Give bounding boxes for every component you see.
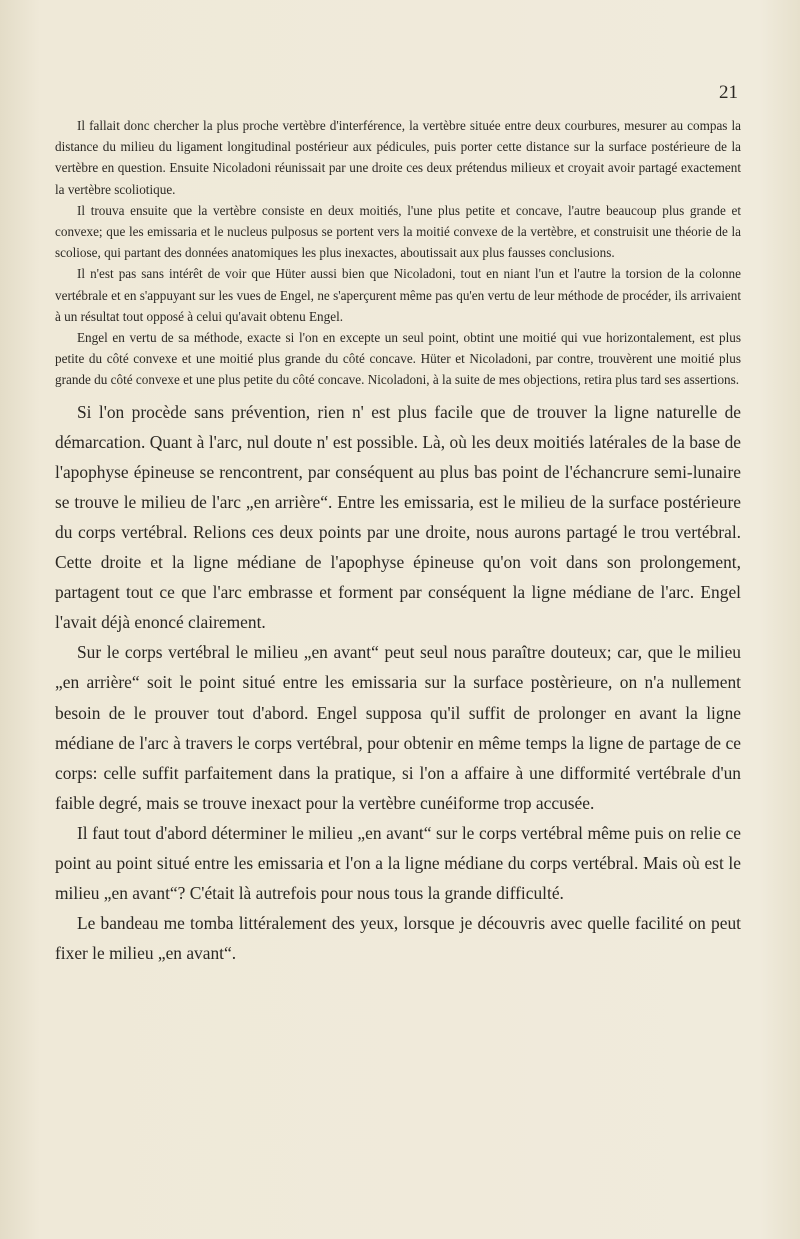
body-text [55,115,741,968]
paragraph: Il faut tout d'abord déterminer le milieu „en avant“ sur le corps vertébral même puis on relie ce point au point situé entre les emissaria et l'on a la ligne médiane du corps vertébral. Mais où est le milieu „en avant“? C'était là autrefois pour nous tous la grande difficulté. [55,822,741,904]
paragraph: Sur le corps vertébral le milieu „en avant“ peut seul nous paraître douteux; car, que le milieu „en arrière“ soit le point situé entre les emissaria sur la surface postèrieure, on n'a nullement besoin de le prouver tout d'abord. Engel supposa qu'il suffit de prolonger en avant la ligne médiane de l'arc à travers le corps vertébral, pour obtenir en même temps la ligne de partage de ce corps: celle suffit parfaitement dans la pratique, si l'on a affaire à une difformité vertébrale d'un faible degré, mais se trouve inexact pour la vertèbre cunéiforme trop accusée. [55,642,741,813]
paragraph: Il trouva ensuite que la vertèbre consiste en deux moitiés, l'une plus petite et concave, l'autre beaucoup plus grande et convexe; que les emissaria et le nucleus pulposus se portent vers la moitié convexe de la vertèbre, et construisit une théorie de la scoliose, qui partant des données anatomiques les plus inexactes, aboutissait aux plus fausses conclusions. [55,202,741,261]
main-text-section [55,397,741,969]
paragraph: Engel en vertu de sa méthode, exacte si l'on en excepte un seul point, obtint une moitié qui vue horizontalement, est plus petite du côté convexe et une moitié plus grande du côté concave. Hüter et Nicoladoni, par contre, trouvèrent une moitié plus grande du côté convexe et une plus petite du côté concave. Nicoladoni, à la suite de mes objections, retira plus tard ses assertions. [55,330,741,388]
small-print-section [55,115,741,391]
paragraph: Il fallait donc chercher la plus proche vertèbre d'interférence, la vertèbre située entre deux courbures, mesurer au compas la distance du milieu du ligament longitudinal postérieur aux pédicules, puis porter cette distance sur la surface postérieure de la vertèbre en question. Ensuite Nicoladoni réunissait par une droite ces deux prétendus milieux et croyait avoir partagé exactement la vertèbre scoliotique. [55,118,741,197]
paragraph: Le bandeau me tomba littéralement des yeux, lorsque je découvris avec quelle facilité on peut fixer le milieu „en avant“. [55,913,741,964]
page-number: 21 [719,82,738,103]
paragraph: Il n'est pas sans intérêt de voir que Hüter aussi bien que Nicoladoni, tout en niant l'un et l'autre la torsion de la colonne vertébrale et en s'appuyant sur les vues de Engel, ne s'aperçurent même pas qu'en vertu de leur méthode de procéder, ils arrivaient à un résultat tout opposé à celui qu'avait obtenu Engel. [55,266,741,324]
paragraph: Si l'on procède sans prévention, rien n' est plus facile que de trouver la ligne naturelle de démarcation. Quant à l'arc, nul doute n' est possible. Là, où les deux moitiés latérales de la base de l'apophyse épineuse se rencontrent, par conséquent au plus bas point de l'échancrure semi-lunaire se trouve le milieu de l'arc „en arrière“. Entre les emissaria, est le milieu de la surface postérieure du corps vertébral. Relions ces deux points par une droite, nous aurons partagé le trou vertébral. Cette droite et la ligne médiane de l'apophyse épineuse qu'on voit dans son prolongement, partagent tout ce que l'arc embrasse et forment par conséquent la ligne médiane de l'arc. Engel l'avait déjà enoncé clairement. [55,401,741,633]
